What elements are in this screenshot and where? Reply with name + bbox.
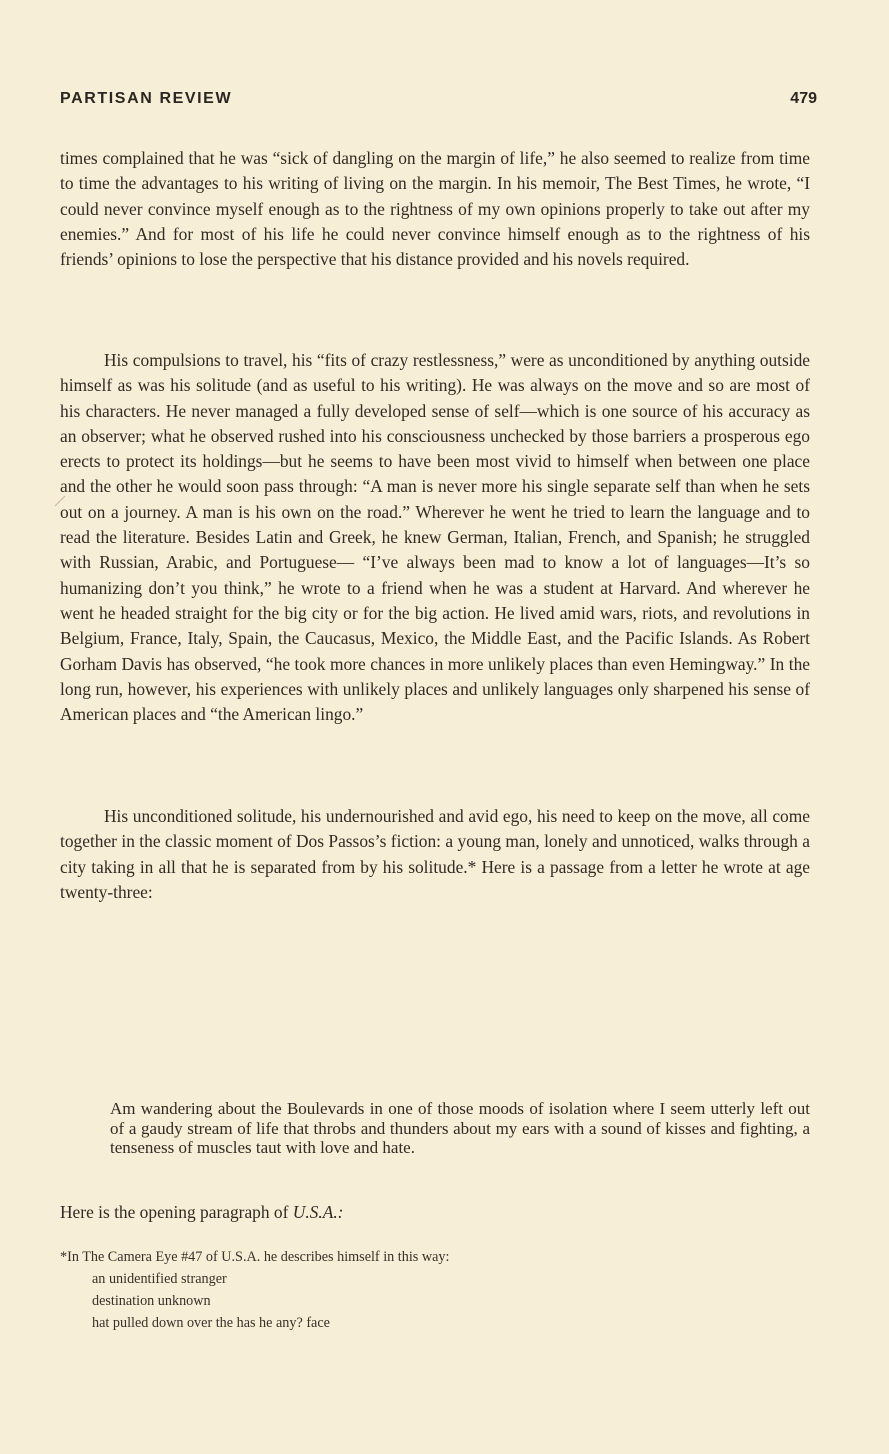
footnote-intro: *In The Camera Eye #47 of U.S.A. he describes himself in this way: <box>60 1249 450 1265</box>
paragraph: His compulsions to travel, his “fits of crazy restlessness,” were as unconditioned by anything outside himself as was his solitude (and as useful to his writing). He was always on the move and so are most of his characters. He never managed a fully developed sense of self—which is one source of his accuracy as an observer; what he observed rushed into his consciousness unchecked by those barriers a prosperous ego erects to protect its holdings—but he seems to have been most vivid to himself when between one place and the other he would soon pass through: “A man is never more his single separate self than when he sets out on a journey. A man is his own on the road.” Wherever he went he tried to learn the language and to read the literature. Besides Latin and Greek, he knew German, Italian, French, and Spanish; he struggled with Russian, Arabic, and Portuguese— “I’ve always been mad to know a lot of languages—It’s so humanizing don’t you think,” he wrote to a friend when he was a student at Harvard. And wherever he went he headed straight for the big city or for the big action. He lived amid wars, riots, and revolutions in Belgium, France, Italy, Spain, the Caucasus, Mexico, the Middle East, and the Pacific Islands. As Robert Gorham Davis has observed, “he took more chances in more unlikely places than even Hemingway.” In the long run, however, his experiences with unlikely places and unlikely languages only sharpened his sense of American places and “the American lingo.” <box>60 350 810 725</box>
footnote-line: destination unknown <box>92 1293 211 1309</box>
lead-in-text: Here is the opening paragraph of <box>60 1202 293 1222</box>
footnote-line: hat pulled down over the has he any? face <box>92 1315 330 1331</box>
body-text <box>60 146 810 932</box>
block-quote: Am wandering about the Boulevards in one of those moods of isolation where I seem utterly left out of a gaudy stream of life that throbs and thunders about my ears with a sound of kisses and fighting, a tenseness of muscles taut with love and hate. <box>110 1099 810 1157</box>
footnote <box>60 1246 810 1334</box>
paragraph: His unconditioned solitude, his undernourished and avid ego, his need to keep on the move, all come together in the classic moment of Dos Passos’s fiction: a young man, lonely and unnoticed, walks through a city taking in all that he is separated from by his solitude.* Here is a passage from a letter he wrote at age twenty-three: <box>60 806 810 902</box>
lead-in-title: U.S.A.: <box>292 1202 344 1222</box>
running-head <box>60 90 817 114</box>
margin-pencil-mark <box>53 494 67 508</box>
lead-in-sentence <box>60 1200 810 1225</box>
footnote-line: an unidentified stranger <box>92 1271 227 1287</box>
page-number: 479 <box>790 90 817 107</box>
paragraph: times complained that he was “sick of dangling on the margin of life,” he also seemed to realize from time to time the advantages to his writing of living on the margin. In his memoir, The Best Times, he wrote, “I could never convince myself enough as to the rightness of my own opinions properly to take out after my enemies.” And for most of his life he could never convince himself enough as to the rightness of his friends’ opinions to lose the perspective that his distance provided and his novels required. <box>60 148 810 270</box>
journal-name: PARTISAN REVIEW <box>60 90 233 107</box>
